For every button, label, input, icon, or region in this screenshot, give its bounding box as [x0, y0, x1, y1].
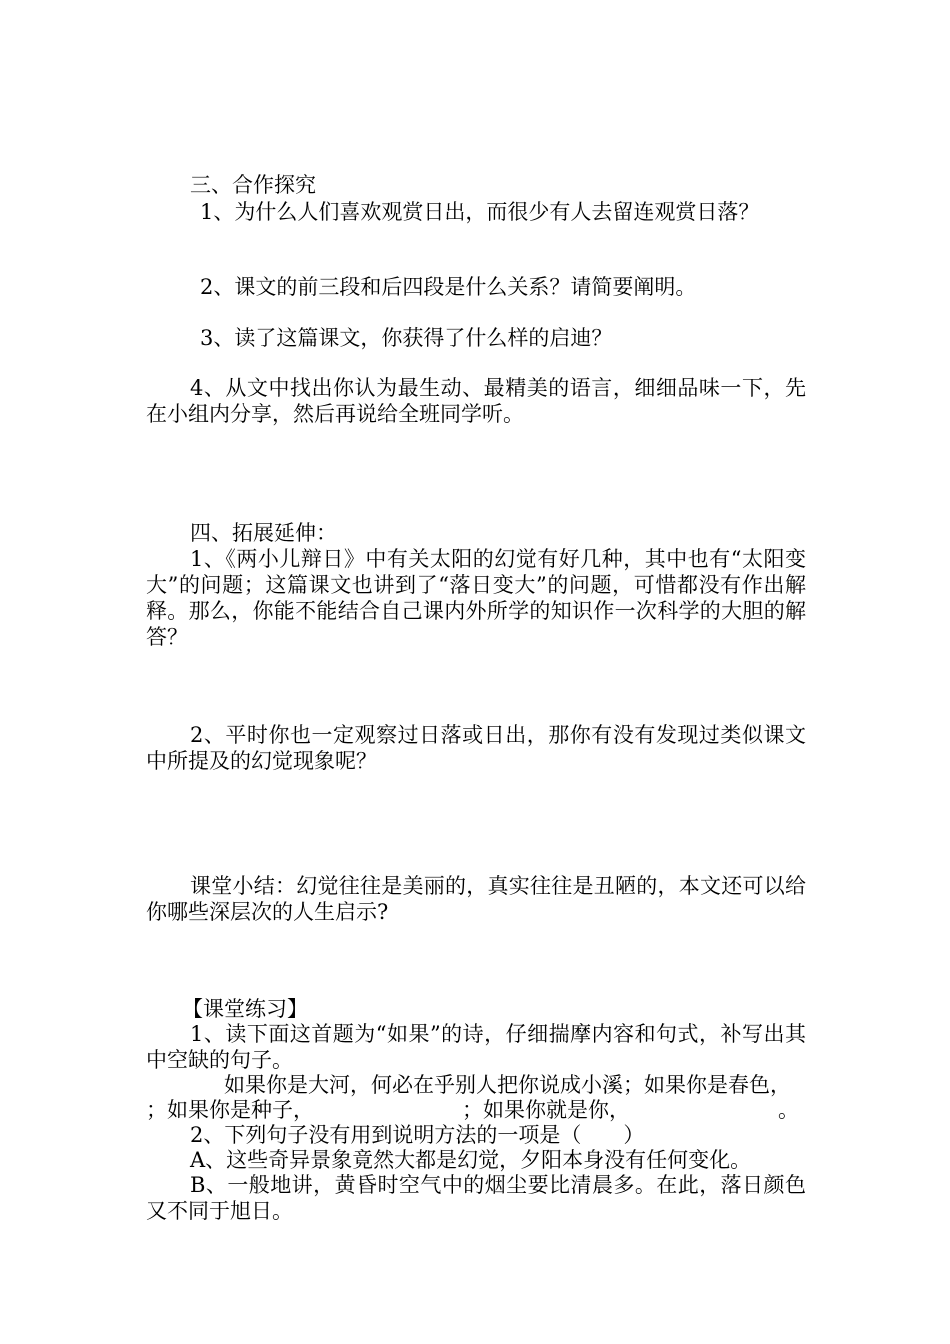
practice-question-2: 2、下列句子没有用到说明方法的一项是（ ）: [190, 1123, 645, 1147]
section-4-question-2: 2、平时你也一定观察过日落或日出，那你有没有发现过类似课文中所提及的幻觉现象呢？: [146, 723, 806, 773]
practice-heading: 【课堂练习】: [182, 997, 308, 1021]
lesson-summary: 课堂小结：幻觉往往是美丽的，真实往往是丑陋的，本文还可以给你哪些深层次的人生启示?: [146, 874, 806, 924]
poem-line-2-part-a: ；如果你是种子，: [146, 1098, 314, 1122]
poem-line-2-part-c: 。: [778, 1098, 799, 1122]
section-3-heading: 三、合作探究: [190, 173, 316, 197]
section-3-question-3: 3、读了这篇课文，你获得了什么样的启迪？: [200, 326, 613, 350]
section-3-question-1: 1、为什么人们喜欢观赏日出，而很少有人去留连观赏日落？: [200, 200, 760, 224]
practice-question-1: 1、读下面这首题为“如果”的诗，仔细揣摩内容和句式，补写出其中空缺的句子。: [146, 1022, 806, 1072]
section-4-question-1: 1、《两小儿辩日》中有关太阳的幻觉有好几种，其中也有“太阳变大”的问题；这篇课文也讲到了“落日变大”的问题，可惜都没有作出解释。那么，你能不能结合自己课内外所学的知识作一次科学的大胆的解答？: [146, 547, 806, 649]
section-3-question-2: 2、课文的前三段和后四段是什么关系？请简要阐明。: [200, 275, 697, 299]
section-3-question-4: 4、从文中找出你认为最生动、最精美的语言，细细品味一下，先在小组内分享，然后再说给全班同学听。: [146, 376, 806, 426]
section-4-heading: 四、拓展延伸：: [190, 521, 337, 545]
poem-line-1: 如果你是大河，何必在乎别人把你说成小溪；如果你是春色，: [224, 1073, 791, 1097]
poem-line-2-part-b: ；如果你就是你，: [462, 1098, 630, 1122]
option-b: B、一般地讲，黄昏时空气中的烟尘要比清晨多。在此，落日颜色又不同于旭日。: [146, 1173, 806, 1223]
option-a: A、这些奇异景象竟然大都是幻觉，夕阳本身没有任何变化。: [190, 1148, 752, 1172]
